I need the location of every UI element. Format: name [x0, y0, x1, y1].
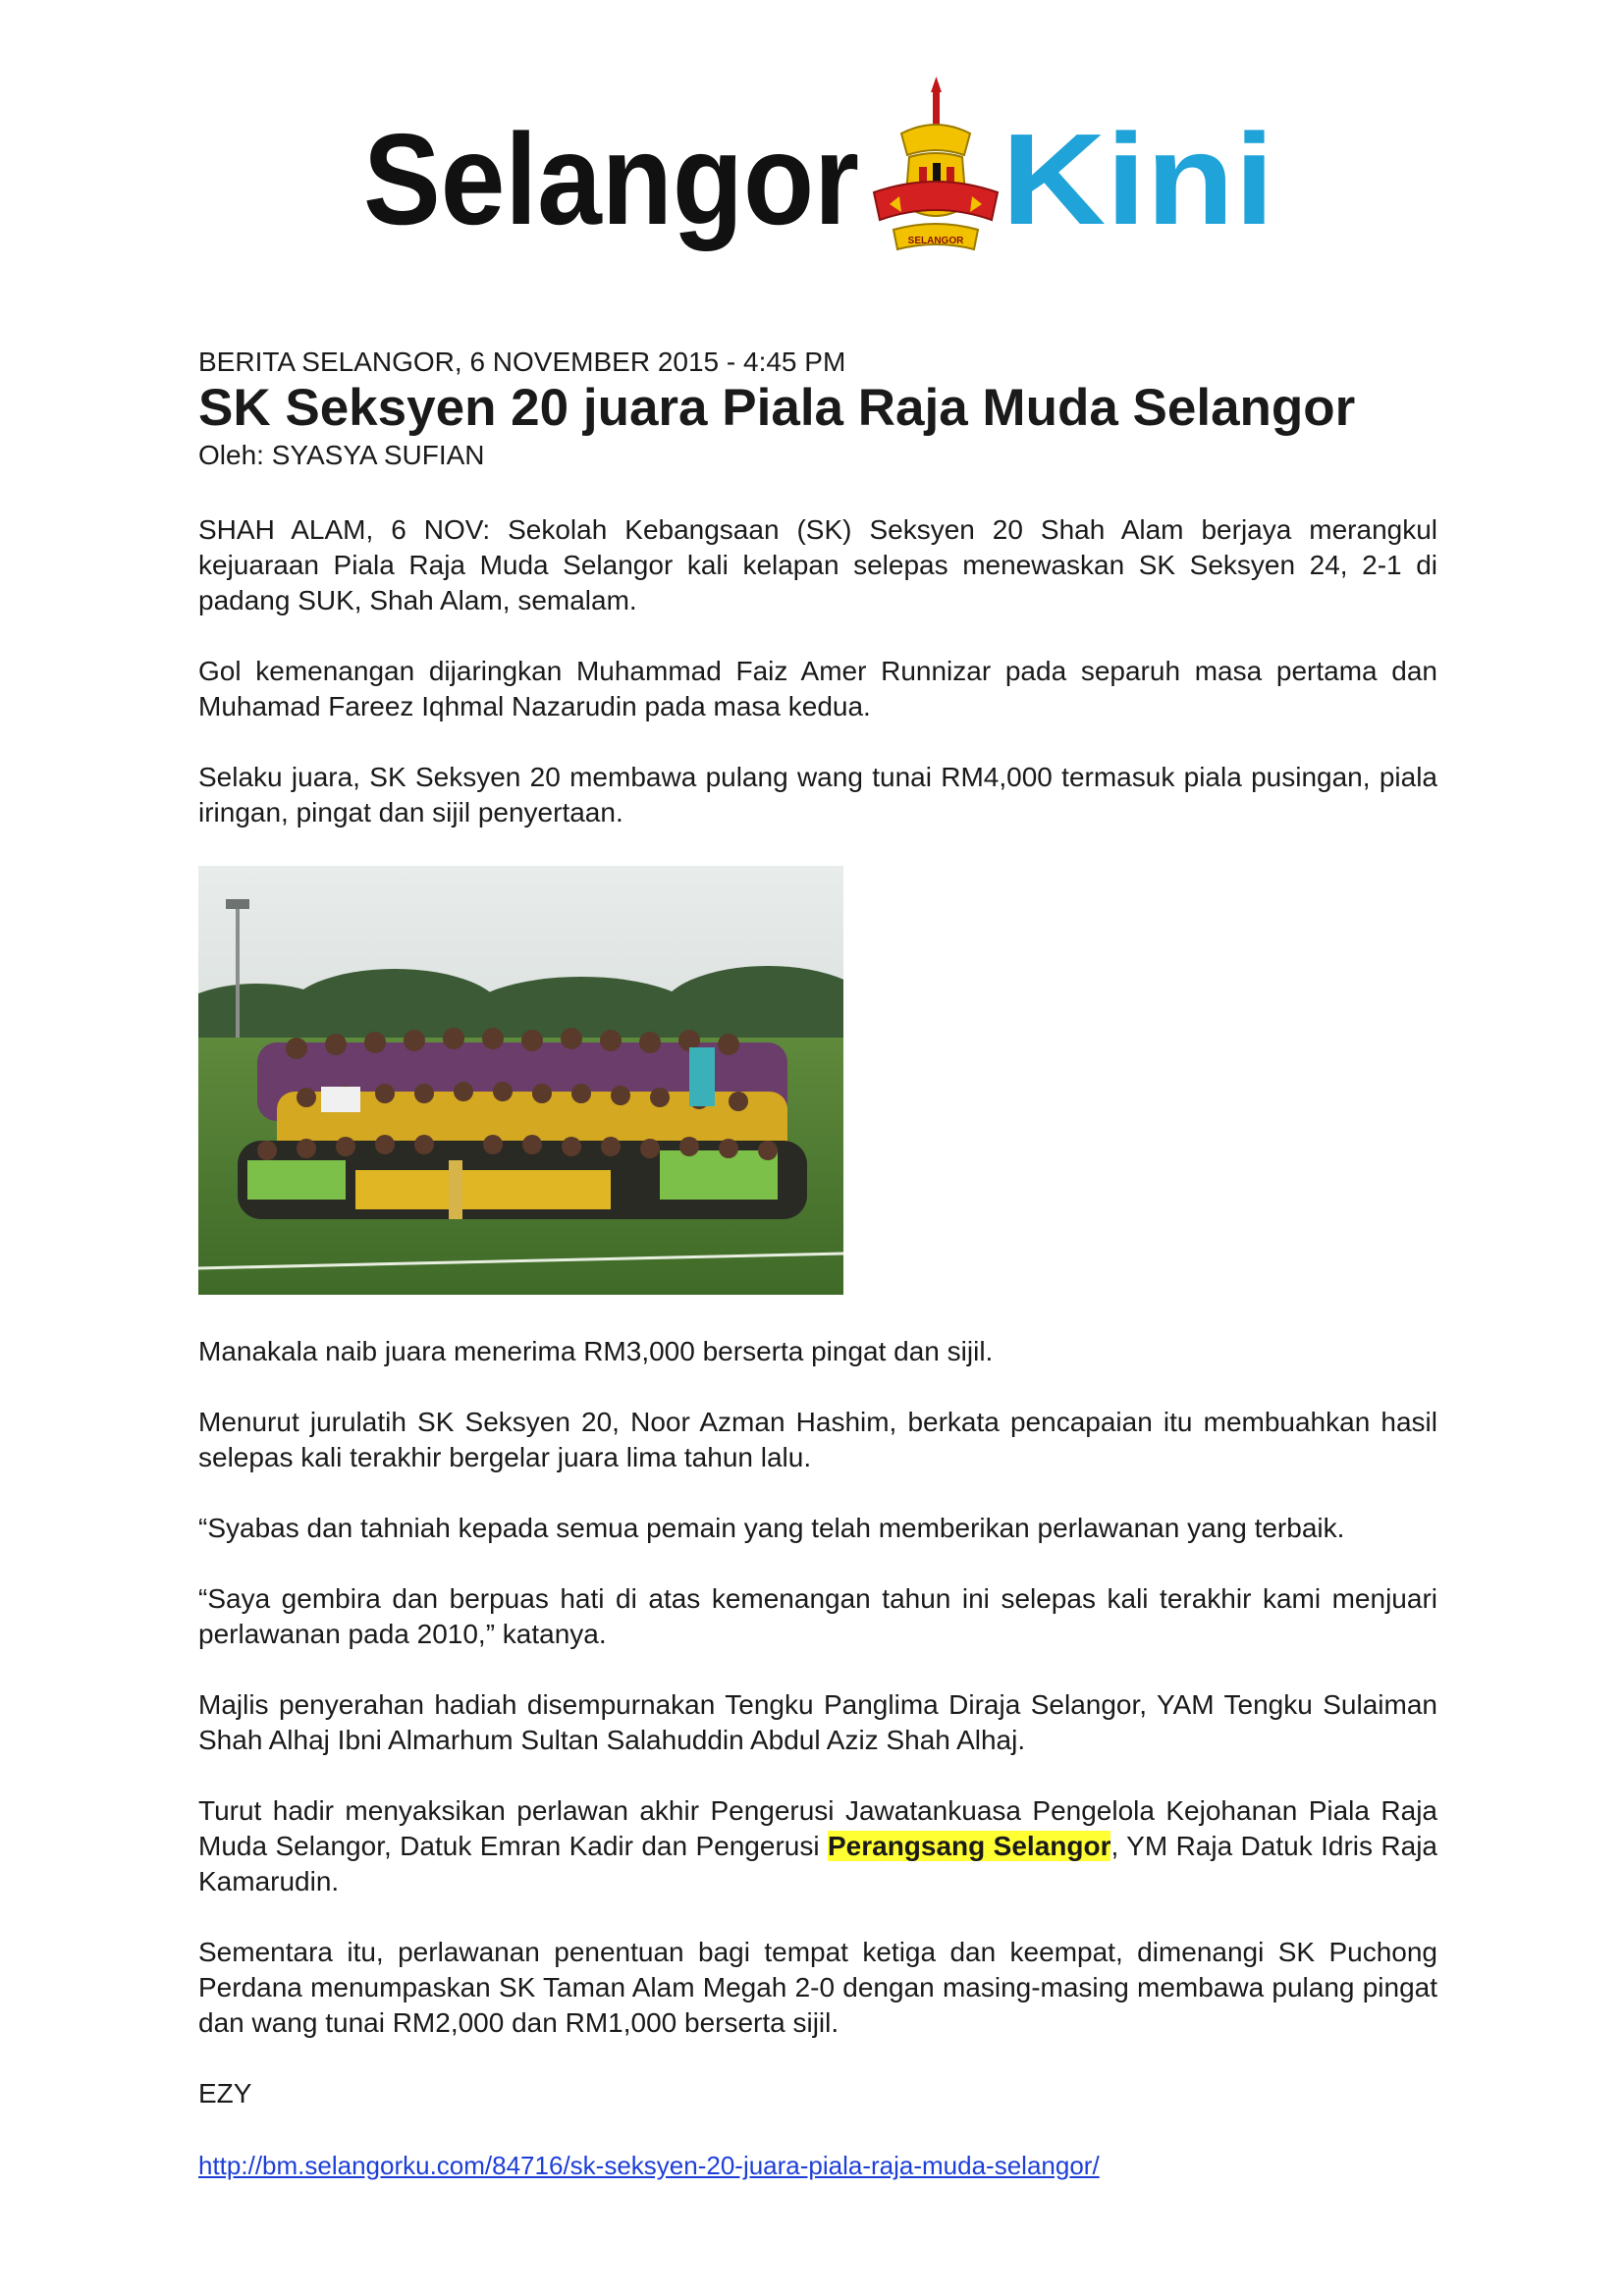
crest-caption: SELANGOR [907, 236, 964, 246]
source-url-link[interactable]: http://bm.selangorku.com/84716/sk-seksyen-20-juara-piala-raja-muda-selangor/ [198, 2151, 1100, 2180]
paragraph-9 [198, 1793, 1437, 1899]
team-photo [198, 866, 843, 1295]
highlighted-org-name: Perangsang Selangor [827, 1831, 1111, 1861]
team-group [238, 1028, 807, 1219]
article-headline: SK Seksyen 20 juara Piala Raja Muda Selangor [198, 379, 1356, 437]
paragraph-8: Majlis penyerahan hadiah disempurnakan Tengku Panglima Diraja Selangor, YAM Tengku Sulaiman Shah Alhaj Ibni Almarhum Sultan Salahuddin Abdul Aziz Shah Alhaj. [198, 1689, 1437, 1755]
paragraph-10: Sementara itu, perlawanan penentuan bagi tempat ketiga dan keempat, dimenangi SK Puchong Perdana menumpaskan SK Taman Alam Megah 2-0 dengan masing-masing membawa pulang pingat dan wang tunai RM2,000 dan RM1,000 berserta sijil. [198, 1937, 1437, 2038]
masthead-logo [363, 77, 1276, 273]
article [198, 346, 1437, 2182]
selangor-crest-icon [874, 77, 998, 249]
paragraph-7: “Saya gembira dan berpuas hati di atas kemenangan tahun ini selepas kali terakhir kami menjuari perlawanan pada 2010,” katanya. [198, 1583, 1437, 1649]
paragraph-5: Menurut jurulatih SK Seksyen 20, Noor Azman Hashim, berkata pencapaian itu membuahkan hasil selepas kali terakhir bergelar juara lima tahun lalu. [198, 1407, 1437, 1472]
brand-word-kini: Kini [1001, 107, 1274, 251]
paragraph-2: Gol kemenangan dijaringkan Muhammad Faiz Amer Runnizar pada separuh masa pertama dan Muhamad Fareez Iqhmal Nazarudin pada masa kedua. [198, 656, 1437, 721]
brand-word-selangor: Selangor [363, 107, 859, 251]
masthead-svg [363, 77, 1276, 273]
paragraph-6: “Syabas dan tahniah kepada semua pemain yang telah memberikan perlawanan yang terbaik. [198, 1513, 1345, 1543]
paragraph-3: Selaku juara, SK Seksyen 20 membawa pulang wang tunai RM4,000 termasuk piala pusingan, piala iringan, pingat dan sijil penyertaan. [198, 762, 1437, 828]
paragraph-1: SHAH ALAM, 6 NOV: Sekolah Kebangsaan (SK) Seksyen 20 Shah Alam berjaya merangkul kejuaraan Piala Raja Muda Selangor kali kelapan selepas menewaskan SK Seksyen 24, 2-1 di padang SUK, Shah Alam, semalam. [198, 514, 1437, 615]
article-byline: Oleh: SYASYA SUFIAN [198, 440, 485, 470]
paragraph-9-text-after: , YM Raja Datuk Idris Raja Kamarudin. [198, 1831, 1437, 1896]
paragraph-4: Manakala naib juara menerima RM3,000 berserta pingat dan sijil. [198, 1336, 994, 1366]
article-dateline: BERITA SELANGOR, 6 NOVEMBER 2015 - 4:45 PM [198, 347, 846, 377]
paragraph-9-text-before: Turut hadir menyaksikan perlawan akhir Pengerusi Jawatankuasa Pengelola Kejohanan Piala Raja Muda Selangor, Datuk Emran Kadir dan Pengerusi [198, 1795, 1437, 1861]
article-signoff: EZY [198, 2078, 252, 2109]
